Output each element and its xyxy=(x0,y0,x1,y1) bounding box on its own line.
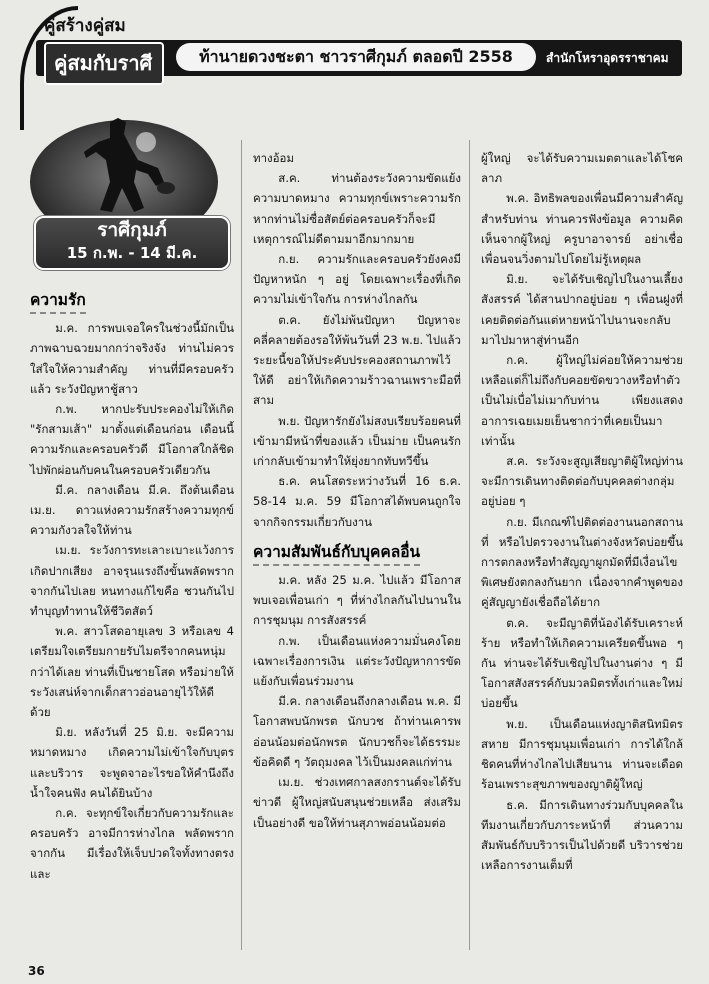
paragraph: พ.ย. ปัญหารักยังไม่สงบเรียบร้อยคนที่เข้ามามีหน้าที่ของแล้ว เป็นม่าย เป็นคนรักเก่ากลับเข้ามาทำให้ยุ่งยากทับทวีขึ้น xyxy=(253,413,461,469)
zodiac-dates: 15 ก.พ. - 14 มี.ค. xyxy=(66,244,198,262)
column-divider xyxy=(469,140,470,950)
section-title-love: ความรัก xyxy=(30,290,86,314)
paragraph: ก.ย. มีเกณฑ์ไปติดต่องานนอกสถานที่ หรือไปตรวจงานในต่างจังหวัดบ่อยขึ้น การตกลงหรือทำสัญญาผูกมัดที่มีเงื่อนไขพิเศษยังตกลงกันยาก เนื่องจากคำพูดของคู่สัญญายังเชื่อถือได้ยาก xyxy=(481,514,683,610)
paragraph: มิ.ย. หลังวันที่ 25 มิ.ย. จะมีความหมาดหมาง เกิดความไม่เข้าใจกับบุตรและบริวาร จะพูดจาอะไรขอให้คำนึงถึงน้ำใจคนฟัง คนได้ยินบ้าง xyxy=(30,725,234,800)
aquarius-figure-illustration xyxy=(26,112,222,230)
paragraph: ก.พ. หากปะรับประคองไม่ให้เกิด "รักสามเส้า" มาตั้งแต่เดือนก่อน เดือนนี้ความรักและครอบครัวดี มีโอกาสใกล้ชิดไปพักผ่อนกับคนในครอบครัวเดียวกัน xyxy=(30,402,234,477)
paragraph: พ.ค. สาวโสดอายุเลข 3 หรือเลข 4 เตรียมใจเตรียมกายรับไมตรีจากคนหนุ่มกว่าได้เลย ท่านที่เป็นชายโสด หรือม่ายให้ระวังเสน่ห์จากเด็กสาวอ่อนอายุไว้ให้ดีด้วย xyxy=(30,624,234,720)
zodiac-name: ราศีกุมภ์ xyxy=(97,219,167,241)
column-divider xyxy=(241,140,242,950)
paragraph: มี.ค. กลางเดือน มี.ค. ถึงต้นเดือนเม.ย. ดาวแห่งความรักสร้างความทุกข์ความกังวลใจให้ท่าน xyxy=(30,482,234,538)
paragraph: ก.ค. ผู้ใหญ่ไม่ค่อยให้ความช่วยเหลือแต่ก็ไม่ถึงกับคอยขัดขวางหรือทำตัวเป็นไม่เบื่อไม่เมากับท่าน เพียงแสดงอาการเฉยเมยเย็นชากว่าที่เคยเป็นมาเท่านั้น xyxy=(481,353,683,448)
publisher-label: สำนักโหราอุดรราชาคม xyxy=(546,51,669,65)
paragraph: ก.พ. เป็นเดือนแห่งความมั่นคงโดยเฉพาะเรื่องการเงิน แต่ระวังปัญหาการขัดแย้งกับเพื่อนร่วมงาน xyxy=(253,633,461,689)
paragraph: ผู้ใหญ่ จะได้รับความเมตตาและได้โชคลาภ xyxy=(481,151,683,186)
paragraph: ม.ค. หลัง 25 ม.ค. ไปแล้ว มีโอกาสพบเจอเพื่อนเก่า ๆ ที่ห่างไกลกันไปนานในการชุมนุม การสังสรรค์ xyxy=(253,573,461,628)
column-right xyxy=(481,148,683,875)
zodiac-badge xyxy=(34,216,230,270)
paragraph: ม.ค. การพบเจอใครในช่วงนี้มักเป็นภาพฉาบฉวยมากกว่าจริงจัง ท่านไม่ควรใส่ใจให้ความสำคัญ ท่านที่มีครอบครัวแล้ว ระวังปัญหาชู้สาว xyxy=(30,321,234,396)
page-number: 36 xyxy=(28,964,45,978)
paragraph: ต.ค. จะมีญาติที่น้องได้รับเคราะห์ร้าย หรือทำให้เกิดความเครียดขึ้นพอ ๆ กัน ท่านจะได้รับเชิญไปในงานต่าง ๆ มีโอกาสสังสรรค์กับมวลมิตรทั้งเก่าและใหม่บ่อยขึ้น xyxy=(481,615,683,711)
paragraph: ธ.ค. คนโสดระหว่างวันที่ 16 ธ.ค. 58-14 ม.ค. 59 มีโอกาสได้พบคนถูกใจจากกิจกรรมเกี่ยวกับงาน xyxy=(253,474,461,529)
header-bar xyxy=(36,40,682,76)
paragraph: ต.ค. ยังไม่พ้นปัญหา ปัญหาจะคลี่คลายต้องรอให้พ้นวันที่ 23 พ.ย. ไปแล้ว ระยะนี้ขอให้ประคับประคองสถานภาพไว้ให้ดี อย่าให้เกิดความร้าวฉานเพราะมือที่สาม xyxy=(253,312,461,408)
paragraph: ส.ค. ท่านต้องระวังความขัดแย้งความบาดหมาง ความทุกข์เพราะความรักหากท่านไม่ซื่อสัตย์ต่อครอบครัวก็จะมีเหตุการณ์ไม่ดีตามมาอีกมากมาย xyxy=(253,171,461,246)
section-label: คู่สมกับราศี xyxy=(44,42,164,85)
column-left xyxy=(30,290,234,884)
column-middle xyxy=(253,148,461,833)
paragraph: มิ.ย. จะได้รับเชิญไปในงานเลี้ยงสังสรรค์ ได้สานปากอยู่บ่อย ๆ เพื่อนฝูงที่เคยติดต่อกันแต่หายหน้าไปนานจะกลับมาไปมาหาสู่ท่านอีก xyxy=(481,272,683,347)
magazine-kicker: คู่สร้างคู่สม xyxy=(44,16,126,36)
paragraph: พ.ค. อิทธิพลของเพื่อนมีความสำคัญสำหรับท่าน ท่านควรฟังข้อมูล ความคิดเห็นจากผู้ใหญ่ ครูบาอาจารย์ อย่าเชื่อเพื่อนจนวิ่งตามไปโดยไม่รู้เหตุผล xyxy=(481,191,683,267)
paragraph: ก.ค. จะทุกข์ใจเกี่ยวกับความรักและครอบครัว อาจมีการห่างไกล พลัดพรากจากกัน มีเรื่องให้เจ็บปวดใจทั้งทางตรงและ xyxy=(30,806,234,881)
paragraph: พ.ย. เป็นเดือนแห่งญาติสนิทมิตรสหาย มีการชุมนุมเพื่อนเก่า การได้ใกล้ชิดคนที่ห่างไกลไปเสียนาน ท่านจะเดือดร้อนเพราะสุขภาพของญาติผู้ใหญ่ xyxy=(481,716,683,792)
paragraph: ก.ย. ความรักและครอบครัวยังคงมีปัญหาหนัก ๆ อยู่ โดยเฉพาะเรื่องที่เกิดความไม่เข้าใจกัน การห่างไกลกัน xyxy=(253,252,461,307)
paragraph: เม.ย. ช่วงเทศกาลสงกรานต์จะได้รับข่าวดี ผู้ใหญ่สนับสนุนช่วยเหลือ ส่งเสริมเป็นอย่างดี ขอให้ท่านสุภาพอ่อนน้อมต่อ xyxy=(253,775,461,830)
paragraph: มี.ค. กลางเดือนถึงกลางเดือน พ.ค. มีโอกาสพบนักพรต นักบวช ถ้าท่านเคารพอ่อนน้อมต่อนักพรต นักบวชก็จะได้ธรรมะข้อคิดดี ๆ วัตถุมงคล ไว้เป็นมงคลแก่ท่าน xyxy=(253,694,461,769)
paragraph: ทางอ้อม xyxy=(253,151,295,165)
section-title-relations: ความสัมพันธ์กับบุคคลอื่น xyxy=(253,542,420,566)
paragraph: ส.ค. ระวังจะสูญเสียญาติผู้ใหญ่ท่านจะมีการเดินทางติดต่อกับบุคคลต่างกลุ่มอยู่บ่อย ๆ xyxy=(481,454,683,509)
article-title: ท้านายดวงชะตา ชาวราศีกุมภ์ ตลอดปี 2558 xyxy=(176,43,536,71)
paragraph: เม.ย. ระวังการทะเลาะเบาะแว้งการเกิดปากเสียง อาจรุนแรงถึงขั้นพลัดพรากจากกันไปเลย หนทางแก้ไขคือ ชวนกันไปทำบุญทำทานให้ชีวิตสัตว์ xyxy=(30,543,234,619)
paragraph: ธ.ค. มีการเดินทางร่วมกับบุคคลในทีมงานเกี่ยวกับภาระหน้าที่ ส่วนความสัมพันธ์กับบริวารเป็นไปด้วยดี บริวารช่วยเหลือการงานเต็มที่ xyxy=(481,797,683,873)
